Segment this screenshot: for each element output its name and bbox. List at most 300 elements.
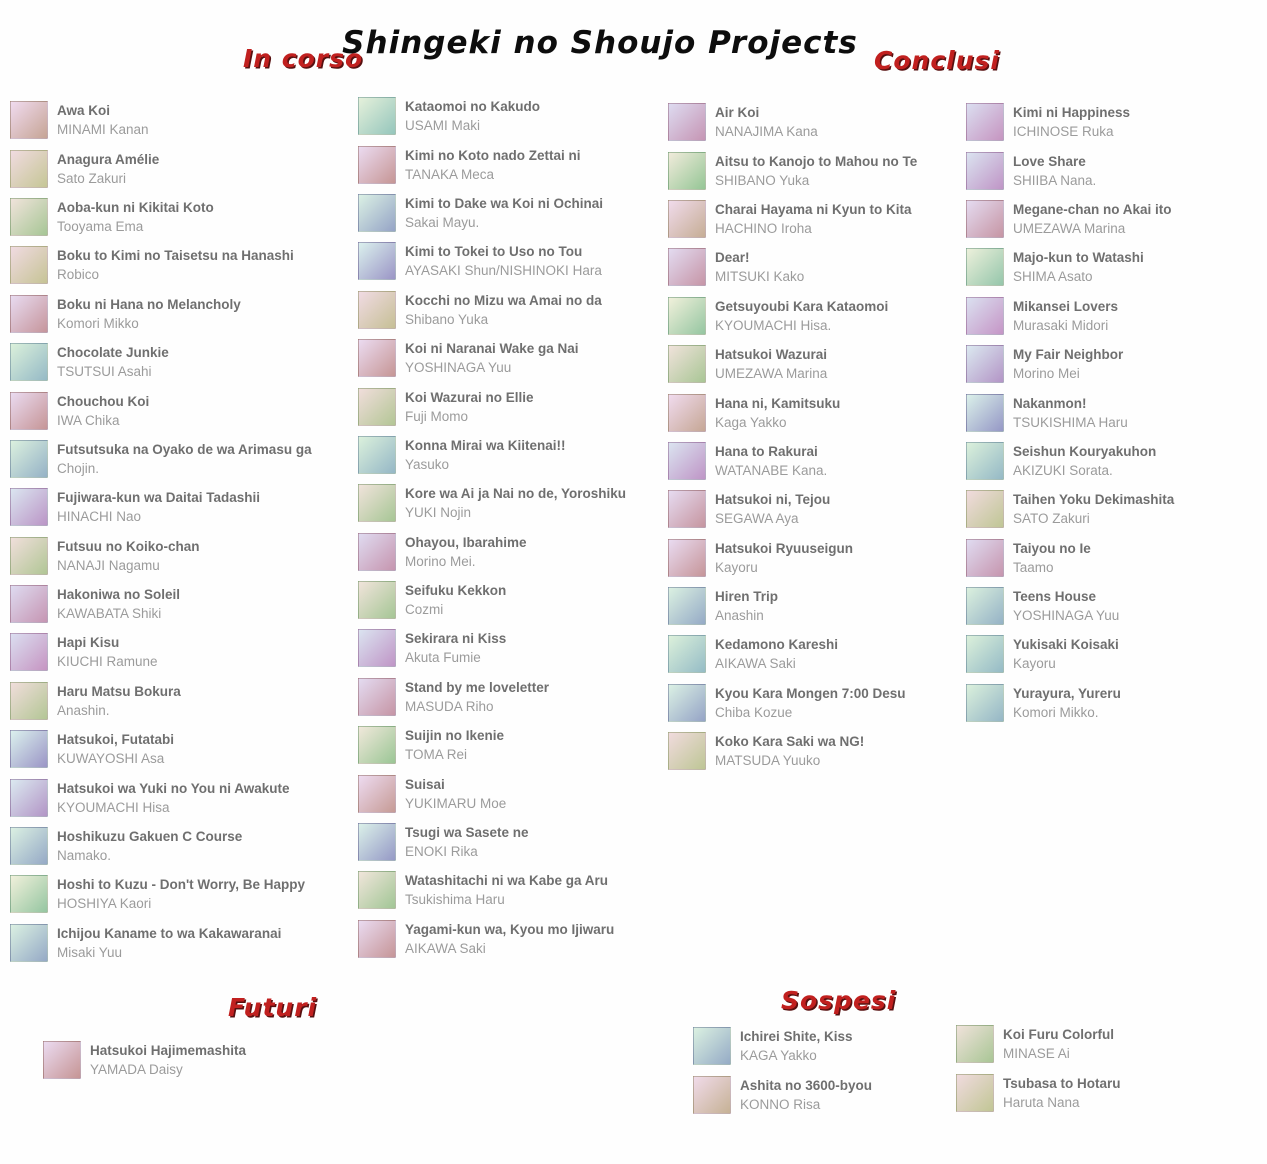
entry-title[interactable]: Chocolate Junkie (57, 345, 169, 361)
cover-thumbnail[interactable] (668, 539, 706, 577)
entry-title[interactable]: Megane-chan no Akai ito (1013, 201, 1172, 217)
entry-title[interactable]: Hiren Trip (715, 589, 779, 605)
entry-meta (57, 585, 180, 623)
entry-meta (405, 629, 506, 667)
entry-title[interactable]: Suijin no Ikenie (405, 728, 505, 744)
cover-thumbnail[interactable] (10, 101, 48, 139)
entry-author: Tsukishima Haru (405, 892, 505, 908)
entry-meta (57, 633, 158, 671)
cover-thumbnail[interactable] (10, 633, 48, 671)
list-item (10, 580, 355, 628)
in-corso-column-2 (358, 92, 663, 963)
entry-author: Morino Mei (1013, 366, 1080, 382)
list-item (10, 773, 355, 821)
entry-meta (405, 871, 608, 909)
entry-meta (1003, 1074, 1121, 1112)
entry-author: Anashin. (57, 702, 110, 718)
entry-title[interactable]: Getsuyoubi Kara Kataomoi (715, 298, 889, 314)
entry-title[interactable]: Stand by me loveletter (405, 679, 550, 695)
cover-thumbnail[interactable] (10, 682, 48, 720)
list-item (668, 727, 966, 775)
entry-title[interactable]: Air Koi (715, 105, 760, 121)
list-item (358, 721, 663, 769)
cover-thumbnail[interactable] (10, 924, 48, 962)
entry-title[interactable]: Teens House (1013, 589, 1097, 605)
cover-thumbnail[interactable] (358, 194, 396, 232)
cover-thumbnail[interactable] (10, 875, 48, 913)
entry-meta (57, 682, 181, 720)
list-item (956, 1068, 1256, 1116)
entry-title[interactable]: Hatsukoi Ryuuseigun (715, 540, 854, 556)
entry-title[interactable]: Tsugi wa Sasete ne (405, 825, 529, 841)
list-item (358, 818, 663, 866)
entry-title[interactable]: Futsutsuka na Oyako de wa Arimasu ga (57, 441, 312, 457)
list-item (966, 195, 1266, 243)
entry-meta (405, 339, 579, 377)
entry-author: Fuji Momo (405, 408, 469, 424)
cover-thumbnail[interactable] (358, 775, 396, 813)
page-title: Shingeki no Shoujo Projects (342, 24, 858, 61)
cover-thumbnail[interactable] (966, 490, 1004, 528)
list-item (966, 292, 1266, 340)
list-item (966, 146, 1266, 194)
list-item (358, 866, 663, 914)
entry-meta (405, 920, 614, 958)
cover-thumbnail[interactable] (10, 537, 48, 575)
entry-author: Sato Zakuri (57, 170, 127, 186)
cover-thumbnail[interactable] (358, 678, 396, 716)
entry-title[interactable]: Haru Matsu Bokura (57, 683, 181, 699)
cover-thumbnail[interactable] (966, 248, 1004, 286)
entry-author: UMEZAWA Marina (715, 366, 828, 382)
entry-meta (405, 436, 566, 474)
entry-author: YUKI Nojin (405, 505, 472, 521)
entry-author: Tooyama Ema (57, 218, 144, 234)
list-item (358, 915, 663, 963)
cover-thumbnail[interactable] (966, 635, 1004, 673)
entry-title[interactable]: Ohayou, Ibarahime (405, 534, 527, 550)
cover-thumbnail[interactable] (10, 246, 48, 284)
list-item (693, 1022, 993, 1070)
entry-title[interactable]: Koi Furu Colorful (1003, 1027, 1114, 1043)
cover-thumbnail[interactable] (966, 103, 1004, 141)
entry-title[interactable]: Hatsukoi ni, Tejou (715, 492, 831, 508)
entry-meta (715, 152, 917, 190)
cover-thumbnail[interactable] (966, 200, 1004, 238)
entry-title[interactable]: Chouchou Koi (57, 393, 150, 409)
list-item (358, 431, 663, 479)
entry-meta (715, 297, 888, 335)
cover-thumbnail[interactable] (358, 823, 396, 861)
entry-title[interactable]: My Fair Neighbor (1013, 347, 1124, 363)
list-item (358, 92, 663, 140)
entry-title[interactable]: Watashitachi ni wa Kabe ga Aru (405, 873, 609, 889)
entry-meta (405, 388, 534, 426)
cover-thumbnail[interactable] (956, 1025, 994, 1063)
entry-meta (715, 442, 827, 480)
entry-author: AYASAKI Shun/NISHINOKI Hara (405, 263, 602, 279)
entry-meta (405, 581, 506, 619)
entry-author: USAMI Maki (405, 118, 481, 134)
cover-thumbnail[interactable] (10, 343, 48, 381)
sospesi-column-1 (693, 1022, 993, 1119)
list-item (966, 582, 1266, 630)
sospesi-column-2 (956, 1020, 1256, 1117)
list-item (10, 193, 355, 241)
entry-author: Cozmi (405, 602, 444, 618)
list-item (966, 534, 1266, 582)
entry-author: KYOUMACHI Hisa. (715, 317, 832, 333)
entry-author: SEGAWA Aya (715, 511, 799, 527)
list-item (668, 437, 966, 485)
entry-meta (57, 392, 149, 430)
entry-meta (405, 484, 626, 522)
entry-title[interactable]: Ichijou Kaname to wa Kakawaranai (57, 925, 282, 941)
cover-thumbnail[interactable] (358, 436, 396, 474)
entry-title[interactable]: Hana to Rakurai (715, 443, 818, 459)
entry-author: KAWABATA Shiki (57, 606, 162, 622)
cover-thumbnail[interactable] (668, 200, 706, 238)
cover-thumbnail[interactable] (358, 339, 396, 377)
entry-author: AKIZUKI Sorata. (1013, 462, 1113, 478)
cover-thumbnail[interactable] (693, 1076, 731, 1114)
cover-thumbnail[interactable] (668, 635, 706, 673)
entry-author: TSUKISHIMA Haru (1013, 414, 1128, 430)
entry-title[interactable]: Ashita no 3600-byou (740, 1077, 873, 1093)
entry-title[interactable]: Seishun Kouryakuhon (1013, 443, 1157, 459)
cover-thumbnail[interactable] (358, 97, 396, 135)
entry-author: Chojin. (57, 460, 100, 476)
cover-thumbnail[interactable] (10, 488, 48, 526)
list-item (358, 189, 663, 237)
cover-thumbnail[interactable] (668, 394, 706, 432)
entry-meta (57, 343, 169, 381)
entry-title[interactable]: Taiyou no Ie (1013, 540, 1091, 556)
entry-meta (1013, 103, 1130, 141)
cover-thumbnail[interactable] (358, 920, 396, 958)
entry-author: Kayoru (1013, 656, 1056, 672)
list-item (10, 96, 355, 144)
entry-author: YUKIMARU Moe (405, 795, 507, 811)
entry-author: AIKAWA Saki (405, 940, 486, 956)
list-item (668, 630, 966, 678)
entry-meta (57, 827, 242, 865)
list-item (10, 435, 355, 483)
list-item (10, 822, 355, 870)
list-item (358, 769, 663, 817)
list-item (966, 679, 1266, 727)
entry-author: YOSHINAGA Yuu (405, 360, 512, 376)
entry-meta (405, 146, 581, 184)
list-item (966, 243, 1266, 291)
entry-meta (715, 732, 864, 770)
list-item (668, 388, 966, 436)
cover-thumbnail[interactable] (10, 295, 48, 333)
entry-title[interactable]: Mikansei Lovers (1013, 298, 1119, 314)
list-item (668, 98, 966, 146)
entry-title[interactable]: Futsuu no Koiko-chan (57, 538, 200, 554)
entry-title[interactable]: Dear! (715, 250, 750, 266)
cover-thumbnail[interactable] (693, 1027, 731, 1065)
cover-thumbnail[interactable] (358, 291, 396, 329)
entry-meta (1003, 1025, 1114, 1063)
cover-thumbnail[interactable] (10, 827, 48, 865)
entry-author: MINAMI Kanan (57, 122, 149, 138)
cover-thumbnail[interactable] (668, 345, 706, 383)
list-item (966, 98, 1266, 146)
entry-author: Komori Mikko. (1013, 704, 1099, 720)
entry-title[interactable]: Hatsukoi Hajimemashita (90, 1043, 247, 1059)
entry-author: KYOUMACHI Hisa (57, 799, 170, 815)
entry-author: Kayoru (715, 559, 758, 575)
entry-meta (715, 248, 804, 286)
entry-meta (57, 101, 149, 139)
entry-title[interactable]: Hakoniwa no Soleil (57, 587, 181, 603)
conclusi-column-2 (966, 98, 1266, 727)
list-item (668, 582, 966, 630)
entry-author: TSUTSUI Asahi (57, 364, 152, 380)
entry-author: Sakai Mayu. (405, 214, 480, 230)
cover-thumbnail[interactable] (10, 779, 48, 817)
cover-thumbnail[interactable] (668, 732, 706, 770)
entry-meta (405, 823, 529, 861)
entry-meta (57, 198, 214, 236)
entry-title[interactable]: Koi ni Naranai Wake ga Nai (405, 341, 579, 357)
entry-author: Kaga Yakko (715, 414, 787, 430)
entry-title[interactable]: Majo-kun to Watashi (1013, 250, 1144, 266)
entry-author: KIUCHI Ramune (57, 654, 158, 670)
entry-meta (57, 150, 159, 188)
entry-author: SHIIBA Nana. (1013, 172, 1097, 188)
cover-thumbnail[interactable] (10, 730, 48, 768)
cover-thumbnail[interactable] (358, 629, 396, 667)
entry-title[interactable]: Kimi to Tokei to Uso no Tou (405, 244, 583, 260)
entry-title[interactable]: Hoshikuzu Gakuen C Course (57, 829, 243, 845)
entry-meta (1013, 490, 1174, 528)
entry-author: HOSHIYA Kaori (57, 896, 152, 912)
list-item (966, 485, 1266, 533)
entry-title[interactable]: Koi Wazurai no Ellie (405, 389, 534, 405)
entry-meta (715, 539, 853, 577)
entry-title[interactable]: Konna Mirai wa Kiitenai!! (405, 437, 566, 453)
entry-author: Namako. (57, 848, 112, 864)
cover-thumbnail[interactable] (966, 539, 1004, 577)
list-item (966, 340, 1266, 388)
entry-meta (715, 587, 778, 625)
entry-meta (57, 779, 290, 817)
entry-meta (405, 533, 527, 571)
entry-meta (1013, 297, 1118, 335)
entry-title[interactable]: Boku to Kimi no Taisetsu na Hanashi (57, 248, 294, 264)
list-item (10, 144, 355, 192)
list-item (693, 1070, 993, 1118)
entry-title[interactable]: Kocchi no Mizu wa Amai no da (405, 292, 602, 308)
entry-title[interactable]: Kimi no Koto nado Zettai ni (405, 147, 581, 163)
list-item (358, 479, 663, 527)
entry-meta (715, 103, 818, 141)
futuri-column (43, 1036, 363, 1084)
entry-meta (715, 684, 906, 722)
cover-thumbnail[interactable] (668, 103, 706, 141)
entry-title[interactable]: Hana ni, Kamitsuku (715, 395, 841, 411)
entry-meta (715, 200, 912, 238)
entry-title[interactable]: Love Share (1013, 153, 1086, 169)
cover-thumbnail[interactable] (10, 392, 48, 430)
entry-title[interactable]: Koko Kara Saki wa NG! (715, 734, 865, 750)
entry-meta (405, 242, 602, 280)
list-item (10, 241, 355, 289)
entry-meta (740, 1076, 872, 1114)
cover-thumbnail[interactable] (966, 394, 1004, 432)
cover-thumbnail[interactable] (10, 150, 48, 188)
entry-meta (405, 775, 506, 813)
list-item (956, 1020, 1256, 1068)
entry-meta (1013, 684, 1121, 722)
entry-meta (715, 345, 827, 383)
cover-thumbnail[interactable] (668, 248, 706, 286)
cover-thumbnail[interactable] (668, 684, 706, 722)
cover-thumbnail[interactable] (668, 442, 706, 480)
cover-thumbnail[interactable] (358, 726, 396, 764)
list-item (10, 870, 355, 918)
entry-meta (1013, 635, 1119, 673)
entry-author: Robico (57, 267, 100, 283)
in-corso-column-1 (10, 96, 355, 967)
entry-meta (1013, 539, 1091, 577)
entry-author: AIKAWA Saki (715, 656, 796, 672)
cover-thumbnail[interactable] (10, 440, 48, 478)
entry-title[interactable]: Anagura Amélie (57, 151, 160, 167)
entry-title[interactable]: Kore wa Ai ja Nai no de, Yoroshiku (405, 486, 627, 502)
entry-author: Murasaki Midori (1013, 317, 1109, 333)
conclusi-column-1 (668, 98, 966, 775)
entry-title[interactable]: Taihen Yoku Dekimashita (1013, 492, 1175, 508)
entry-title[interactable]: Hatsukoi, Futatabi (57, 732, 175, 748)
list-item (358, 528, 663, 576)
list-item (10, 919, 355, 967)
entry-meta (405, 678, 549, 716)
entry-title[interactable]: Kimi to Dake wa Koi ni Ochinai (405, 195, 604, 211)
list-item (10, 628, 355, 676)
entry-meta (57, 924, 281, 962)
list-item (358, 237, 663, 285)
entry-title[interactable]: Aitsu to Kanojo to Mahou no Te (715, 153, 918, 169)
entry-meta (57, 246, 294, 284)
cover-thumbnail[interactable] (358, 484, 396, 522)
entry-author: MINASE Ai (1003, 1046, 1070, 1062)
cover-thumbnail[interactable] (358, 242, 396, 280)
entry-title[interactable]: Seifuku Kekkon (405, 583, 507, 599)
entry-title[interactable]: Nakanmon! (1013, 395, 1087, 411)
entry-author: ICHINOSE Ruka (1013, 124, 1114, 140)
cover-thumbnail[interactable] (966, 345, 1004, 383)
entry-title[interactable]: Kedamono Kareshi (715, 637, 839, 653)
entry-title[interactable]: Kimi ni Happiness (1013, 105, 1131, 121)
entry-author: MASUDA Riho (405, 698, 494, 714)
entry-author: Yasuko (405, 456, 450, 472)
entry-author: Komori Mikko (57, 315, 139, 331)
entry-author: MATSUDA Yuuko (715, 753, 821, 769)
cover-thumbnail[interactable] (966, 587, 1004, 625)
list-item (10, 677, 355, 725)
cover-thumbnail[interactable] (956, 1074, 994, 1112)
cover-thumbnail[interactable] (668, 490, 706, 528)
entry-author: Akuta Fumie (405, 650, 481, 666)
entry-title[interactable]: Kyou Kara Mongen 7:00 Desu (715, 685, 906, 701)
entry-title[interactable]: Tsubasa to Hotaru (1003, 1075, 1121, 1091)
entry-meta (1013, 587, 1119, 625)
list-item (358, 140, 663, 188)
cover-thumbnail[interactable] (358, 533, 396, 571)
entry-meta (740, 1027, 853, 1065)
list-item (358, 624, 663, 672)
entry-meta (90, 1041, 246, 1079)
cover-thumbnail[interactable] (966, 297, 1004, 335)
entry-title[interactable]: Sekirara ni Kiss (405, 631, 507, 647)
entry-meta (1013, 200, 1172, 238)
cover-thumbnail[interactable] (43, 1041, 81, 1079)
entry-meta (57, 730, 174, 768)
list-item (358, 334, 663, 382)
entry-title[interactable]: Boku ni Hana no Melancholy (57, 296, 241, 312)
cover-thumbnail[interactable] (668, 152, 706, 190)
cover-thumbnail[interactable] (966, 442, 1004, 480)
cover-thumbnail[interactable] (10, 585, 48, 623)
entry-title[interactable]: Hoshi to Kuzu - Don't Worry, Be Happy (57, 877, 305, 893)
entry-title[interactable]: Ichirei Shite, Kiss (740, 1029, 853, 1045)
entry-author: YAMADA Daisy (90, 1062, 183, 1078)
cover-thumbnail[interactable] (358, 388, 396, 426)
entry-title[interactable]: Yagami-kun wa, Kyou mo Ijiwaru (405, 921, 615, 937)
entry-title[interactable]: Awa Koi (57, 103, 111, 119)
list-item (10, 386, 355, 434)
entry-author: NANAJIMA Kana (715, 124, 818, 140)
list-item (358, 382, 663, 430)
list-item (966, 630, 1266, 678)
cover-thumbnail[interactable] (668, 297, 706, 335)
cover-thumbnail[interactable] (668, 587, 706, 625)
list-item (358, 576, 663, 624)
entry-meta (57, 440, 312, 478)
entry-author: NANAJI Nagamu (57, 557, 160, 573)
list-item (358, 286, 663, 334)
entry-author: Morino Mei. (405, 553, 476, 569)
cover-thumbnail[interactable] (358, 581, 396, 619)
list-item (668, 195, 966, 243)
cover-thumbnail[interactable] (10, 198, 48, 236)
entry-title[interactable]: Aoba-kun ni Kikitai Koto (57, 199, 214, 215)
cover-thumbnail[interactable] (358, 146, 396, 184)
entry-title[interactable]: Fujiwara-kun wa Daitai Tadashii (57, 490, 261, 506)
entry-title[interactable]: Hatsukoi wa Yuki no You ni Awakute (57, 780, 290, 796)
cover-thumbnail[interactable] (966, 152, 1004, 190)
entry-title[interactable]: Hapi Kisu (57, 635, 120, 651)
entry-title[interactable]: Hatsukoi Wazurai (715, 347, 828, 363)
list-item (10, 290, 355, 338)
list-item (10, 532, 355, 580)
cover-thumbnail[interactable] (966, 684, 1004, 722)
entry-title[interactable]: Kataomoi no Kakudo (405, 99, 541, 115)
entry-title[interactable]: Suisai (405, 776, 445, 792)
entry-author: Taamo (1013, 559, 1054, 575)
entry-title[interactable]: Yurayura, Yureru (1013, 685, 1121, 701)
entry-title[interactable]: Yukisaki Koisaki (1013, 637, 1119, 653)
list-item (966, 437, 1266, 485)
cover-thumbnail[interactable] (358, 871, 396, 909)
list-item (668, 534, 966, 582)
entry-title[interactable]: Charai Hayama ni Kyun to Kita (715, 201, 912, 217)
entry-author: ENOKI Rika (405, 844, 478, 860)
